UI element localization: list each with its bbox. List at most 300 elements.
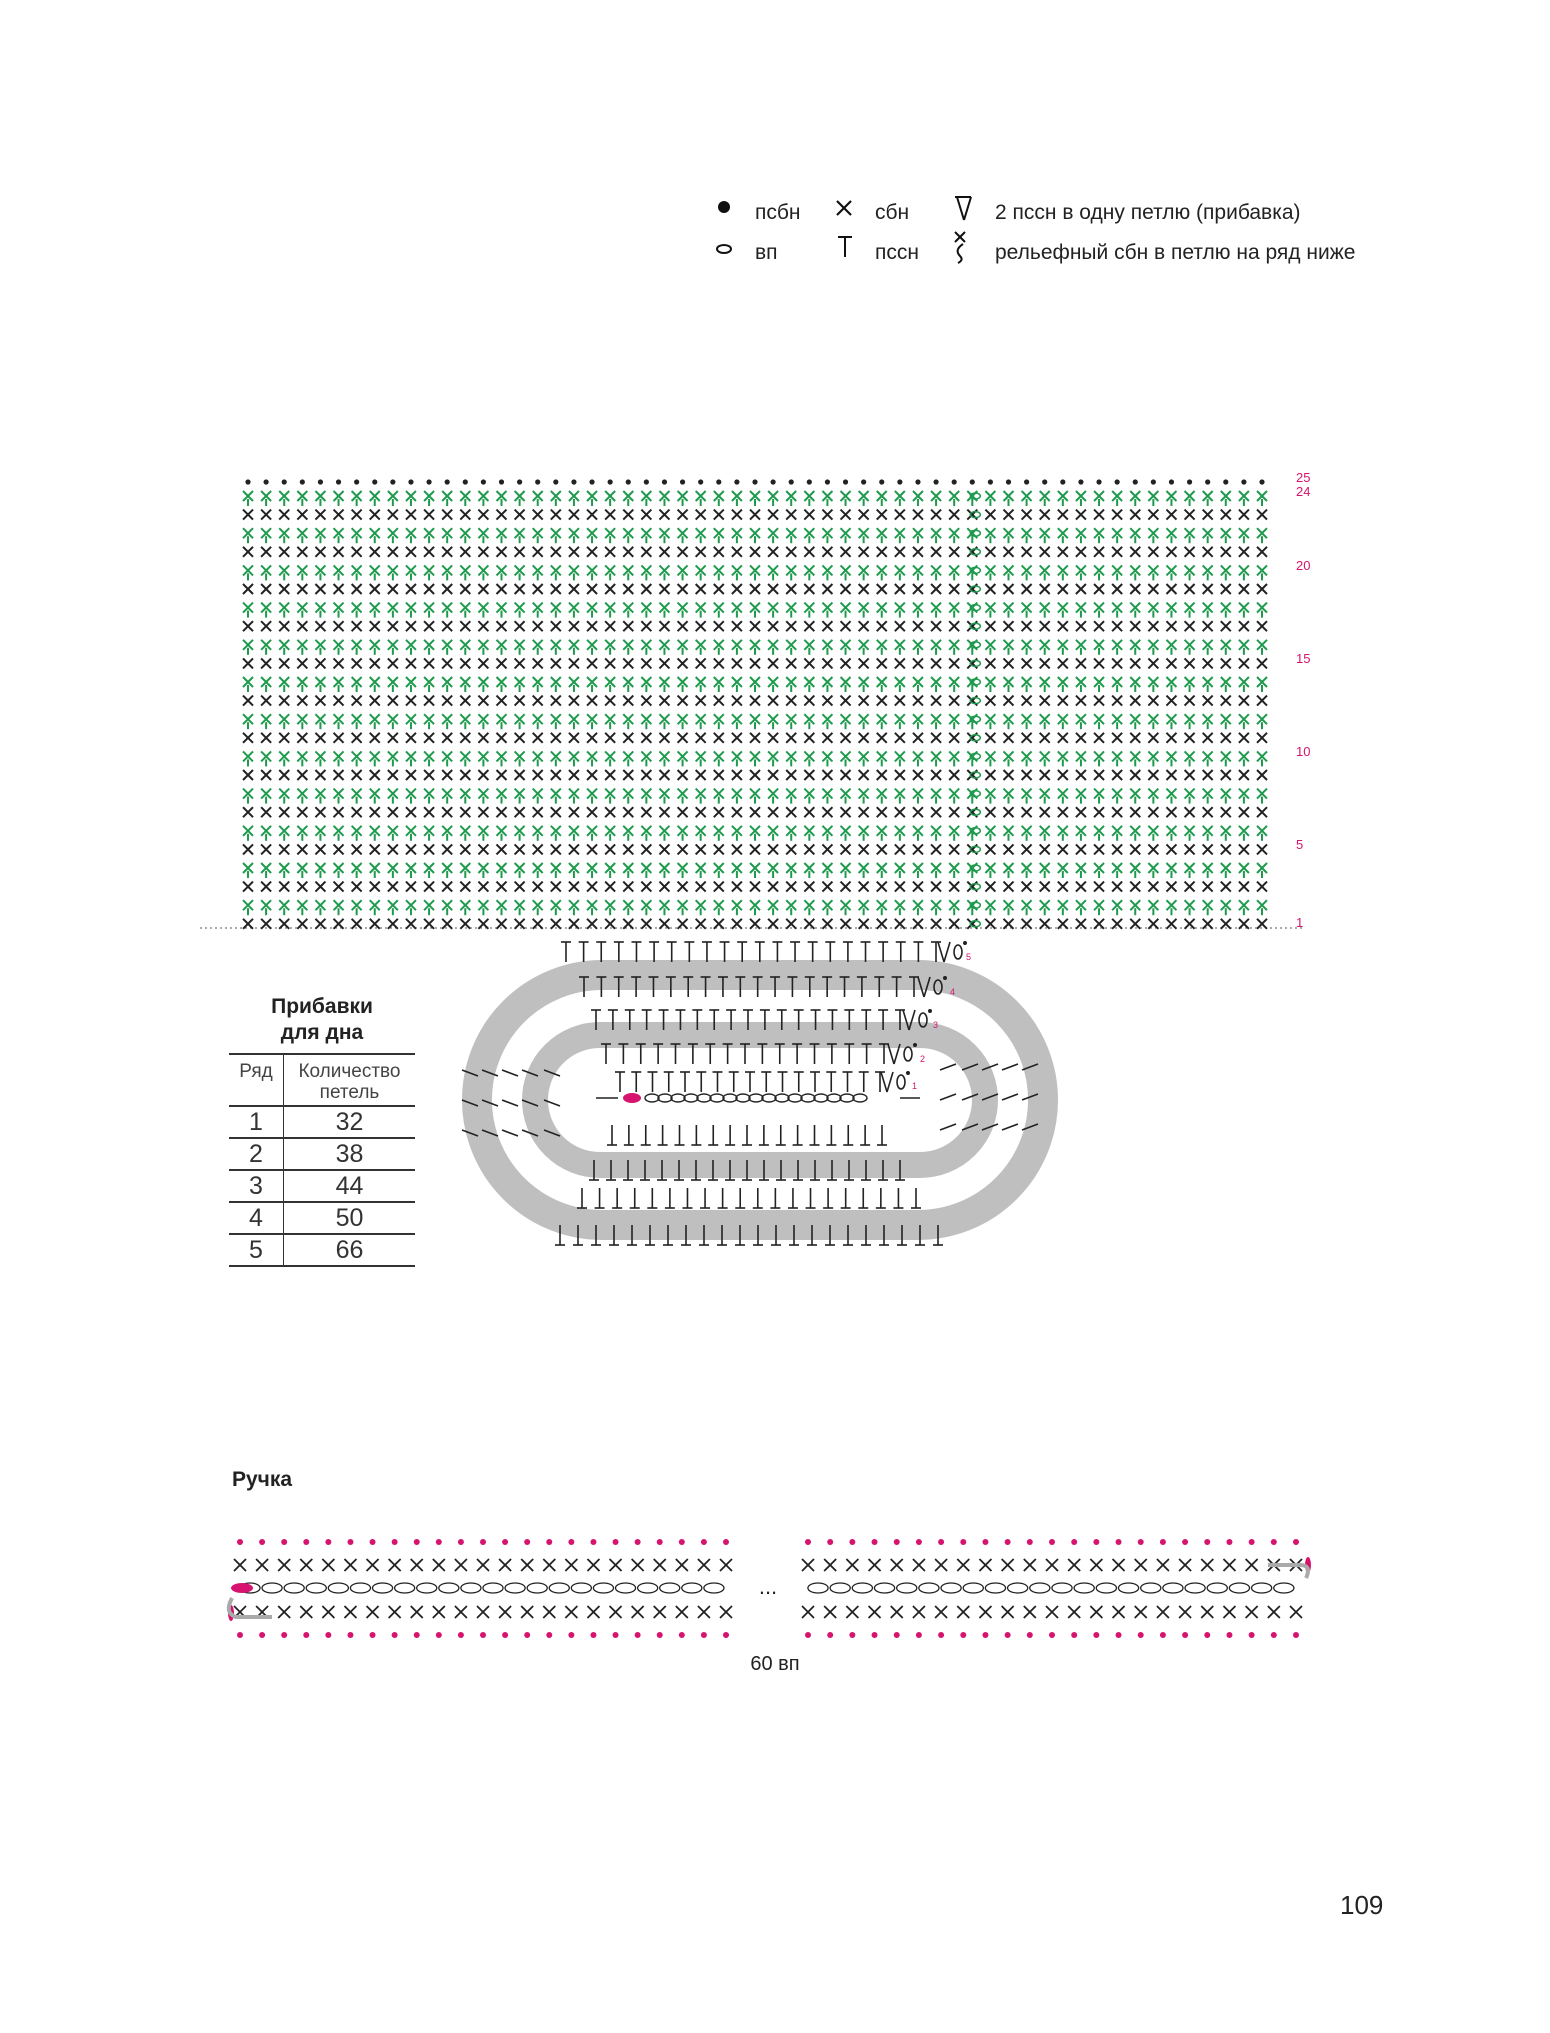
- front-post-sc-mark: [768, 900, 778, 915]
- slip-stitch-mark: [679, 1632, 685, 1638]
- sc-mark: [515, 584, 525, 594]
- sc-mark: [841, 696, 851, 706]
- front-post-sc-mark: [659, 751, 669, 766]
- handle-chart: [0, 1520, 1550, 1640]
- sc-mark: [659, 547, 669, 557]
- sc-mark: [768, 621, 778, 631]
- sc-mark: [460, 658, 470, 668]
- sc-mark: [931, 919, 941, 929]
- sc-mark: [515, 733, 525, 743]
- slip-stitch-mark: [613, 1539, 619, 1545]
- chain-mark: [985, 1583, 1005, 1593]
- sc-mark: [1058, 770, 1068, 780]
- front-post-sc-mark: [442, 640, 452, 655]
- front-post-sc-mark: [1166, 565, 1176, 580]
- sc-mark: [1203, 770, 1213, 780]
- hdc-mark: [641, 1125, 651, 1145]
- front-post-sc-mark: [533, 789, 543, 804]
- front-post-sc-mark: [913, 677, 923, 692]
- front-post-sc-mark: [931, 789, 941, 804]
- front-post-sc-mark: [623, 863, 633, 878]
- front-post-sc-mark: [388, 863, 398, 878]
- hdc-mark: [691, 1125, 701, 1145]
- sc-mark: [623, 919, 633, 929]
- front-post-sc-mark: [279, 640, 289, 655]
- sc-mark: [979, 1559, 991, 1571]
- sc-mark: [841, 658, 851, 668]
- slip-stitch-mark: [827, 1539, 833, 1545]
- sc-mark: [533, 770, 543, 780]
- front-post-sc-mark: [1004, 863, 1014, 878]
- sc-mark: [841, 584, 851, 594]
- front-post-sc-mark: [1130, 863, 1140, 878]
- front-post-sc-mark: [931, 863, 941, 878]
- sc-mark: [352, 658, 362, 668]
- sc-mark: [334, 807, 344, 817]
- sc-mark: [877, 844, 887, 854]
- hdc-mark: [826, 1072, 836, 1092]
- front-post-sc-mark: [1040, 565, 1050, 580]
- sc-mark: [1148, 696, 1158, 706]
- front-post-sc-mark: [841, 714, 851, 729]
- front-post-sc-mark: [877, 863, 887, 878]
- hdc-mark: [607, 1125, 617, 1145]
- sc-mark: [698, 1606, 710, 1618]
- front-post-sc-mark: [931, 826, 941, 841]
- front-post-sc-mark: [913, 640, 923, 655]
- front-post-sc-mark: [478, 677, 488, 692]
- front-post-sc-mark: [1239, 603, 1249, 618]
- sc-mark: [1130, 510, 1140, 520]
- sc-mark: [1166, 510, 1176, 520]
- sc-mark: [931, 547, 941, 557]
- front-post-sc-mark: [768, 565, 778, 580]
- sc-mark: [1130, 547, 1140, 557]
- sc-mark: [261, 770, 271, 780]
- chain-mark: [284, 1583, 304, 1593]
- sc-mark: [1112, 770, 1122, 780]
- hdc-mark: [755, 942, 765, 962]
- sc-mark: [297, 919, 307, 929]
- slip-stitch-mark: [414, 1539, 420, 1545]
- sc-mark: [1268, 1606, 1280, 1618]
- sc-mark: [243, 882, 253, 892]
- sc-mark: [297, 770, 307, 780]
- slip-stitch-mark: [1182, 1539, 1188, 1545]
- hdc-increase-icon: [955, 197, 971, 220]
- front-post-sc-mark: [243, 714, 253, 729]
- front-post-sc-mark: [623, 900, 633, 915]
- front-post-sc-mark: [1166, 640, 1176, 655]
- sc-mark: [768, 882, 778, 892]
- increase-table-cell-count: 32: [284, 1106, 416, 1138]
- sc-mark: [1148, 882, 1158, 892]
- slip-stitch-mark: [716, 479, 721, 484]
- slip-stitch-mark: [723, 1539, 729, 1545]
- slip-stitch-mark: [458, 1539, 464, 1545]
- sc-mark: [478, 882, 488, 892]
- sc-mark: [1166, 658, 1176, 668]
- front-post-sc-mark: [696, 863, 706, 878]
- sc-mark: [913, 844, 923, 854]
- sc-mark: [931, 807, 941, 817]
- sc-mark: [1024, 1606, 1036, 1618]
- sc-mark: [565, 1559, 577, 1571]
- slip-stitch-mark: [805, 1632, 811, 1638]
- single-crochet-icon: [837, 201, 851, 215]
- sc-mark: [1094, 510, 1104, 520]
- sc-mark: [949, 696, 959, 706]
- sc-mark: [497, 696, 507, 706]
- front-post-sc-mark: [587, 751, 597, 766]
- slip-stitch-mark: [1182, 1632, 1188, 1638]
- front-post-sc-mark: [315, 789, 325, 804]
- front-post-sc-mark: [1166, 900, 1176, 915]
- sc-mark: [1166, 547, 1176, 557]
- slip-stitch-mark: [1093, 1539, 1099, 1545]
- sc-mark: [565, 1606, 577, 1618]
- front-post-sc-mark: [985, 677, 995, 692]
- sc-mark: [750, 547, 760, 557]
- sc-mark: [678, 621, 688, 631]
- front-post-sc-mark: [768, 789, 778, 804]
- sc-mark: [551, 658, 561, 668]
- front-post-sc-mark: [551, 900, 561, 915]
- increase-table-cell-count: 38: [284, 1138, 416, 1170]
- sc-mark: [678, 882, 688, 892]
- sc-mark: [877, 882, 887, 892]
- slip-stitch-mark: [644, 479, 649, 484]
- sc-mark: [1040, 882, 1050, 892]
- front-post-sc-mark: [605, 789, 615, 804]
- sc-mark: [1040, 696, 1050, 706]
- front-post-sc-mark: [1130, 603, 1140, 618]
- front-post-sc-mark: [659, 677, 669, 692]
- sc-mark: [279, 658, 289, 668]
- sc-mark: [913, 919, 923, 929]
- front-post-sc-mark: [478, 491, 488, 506]
- sc-mark: [1239, 919, 1249, 929]
- sc-mark: [841, 919, 851, 929]
- sc-mark: [551, 621, 561, 631]
- front-post-sc-mark: [587, 603, 597, 618]
- front-post-sc-mark: [786, 789, 796, 804]
- front-post-sc-mark: [1022, 640, 1032, 655]
- slip-stitch-mark: [915, 479, 920, 484]
- hdc-mark: [696, 1072, 706, 1092]
- front-post-sc-mark: [1058, 528, 1068, 543]
- front-post-sc-mark: [315, 900, 325, 915]
- sc-mark: [389, 1606, 401, 1618]
- slip-stitch-mark: [960, 1632, 966, 1638]
- slip-stitch-mark: [657, 1632, 663, 1638]
- sc-mark: [750, 658, 760, 668]
- front-post-sc-mark: [841, 640, 851, 655]
- front-post-sc-mark: [750, 677, 760, 692]
- slip-stitch-mark: [771, 479, 776, 484]
- sc-mark: [877, 807, 887, 817]
- sc-mark: [1076, 733, 1086, 743]
- front-post-sc-mark: [678, 826, 688, 841]
- front-post-sc-mark: [352, 640, 362, 655]
- sc-mark: [678, 919, 688, 929]
- front-post-sc-mark: [1148, 565, 1158, 580]
- sc-mark: [714, 919, 724, 929]
- sc-mark: [370, 547, 380, 557]
- front-post-sc-mark: [985, 714, 995, 729]
- slip-stitch-mark: [1293, 1632, 1299, 1638]
- front-post-sc-mark: [460, 751, 470, 766]
- slip-stitch-mark: [553, 479, 558, 484]
- slip-stitch-mark: [894, 1539, 900, 1545]
- hdc-mark: [823, 1188, 833, 1208]
- front-post-sc-mark: [297, 640, 307, 655]
- sc-mark: [802, 1606, 814, 1618]
- hdc-mark: [810, 1125, 820, 1145]
- slip-stitch-mark: [1160, 1539, 1166, 1545]
- front-post-sc-mark: [895, 863, 905, 878]
- sc-mark: [1022, 882, 1032, 892]
- front-post-sc-mark: [243, 528, 253, 543]
- sc-mark: [1221, 696, 1231, 706]
- front-post-sc-mark: [1221, 528, 1231, 543]
- front-post-sc-mark: [1148, 751, 1158, 766]
- sc-mark: [243, 547, 253, 557]
- front-post-sc-mark: [1004, 900, 1014, 915]
- sc-mark: [460, 919, 470, 929]
- sc-mark: [1130, 770, 1140, 780]
- front-post-sc-mark: [315, 677, 325, 692]
- front-post-sc-mark: [895, 603, 905, 618]
- sc-mark: [895, 658, 905, 668]
- sc-mark: [1040, 807, 1050, 817]
- hdc-mark: [735, 1188, 745, 1208]
- front-post-sc-mark: [804, 714, 814, 729]
- front-post-sc-mark: [1094, 826, 1104, 841]
- front-post-sc-mark: [714, 900, 724, 915]
- sc-mark: [515, 547, 525, 557]
- sc-mark: [1221, 844, 1231, 854]
- front-post-sc-mark: [352, 900, 362, 915]
- sc-mark: [1166, 770, 1176, 780]
- front-post-sc-mark: [1257, 900, 1267, 915]
- sc-mark: [1185, 844, 1195, 854]
- chain-mark: [417, 1583, 437, 1593]
- sc-mark: [1094, 696, 1104, 706]
- front-post-sc-mark: [786, 491, 796, 506]
- front-post-sc-mark: [1004, 826, 1014, 841]
- sc-mark: [1185, 547, 1195, 557]
- front-post-sc-mark: [1112, 863, 1122, 878]
- sc-mark: [1201, 1559, 1213, 1571]
- sc-mark: [1135, 1559, 1147, 1571]
- front-post-sc-mark: [460, 826, 470, 841]
- front-post-sc-mark: [261, 714, 271, 729]
- sc-mark: [587, 547, 597, 557]
- front-post-sc-mark: [1257, 603, 1267, 618]
- front-post-sc-mark: [1239, 677, 1249, 692]
- sc-mark: [750, 510, 760, 520]
- sc-mark: [297, 696, 307, 706]
- front-post-sc-mark: [605, 491, 615, 506]
- front-post-sc-mark: [406, 640, 416, 655]
- sc-mark: [913, 510, 923, 520]
- sc-mark: [1112, 621, 1122, 631]
- front-post-sc-mark: [1257, 714, 1267, 729]
- slip-stitch-mark: [426, 479, 431, 484]
- sc-mark: [1040, 733, 1050, 743]
- sc-mark: [587, 658, 597, 668]
- sc-mark: [985, 510, 995, 520]
- front-post-sc-mark: [714, 789, 724, 804]
- sc-mark: [352, 621, 362, 631]
- front-post-sc-mark: [822, 900, 832, 915]
- sc-mark: [957, 1606, 969, 1618]
- front-post-sc-mark: [1185, 491, 1195, 506]
- front-post-sc-mark: [750, 900, 760, 915]
- front-post-sc-mark: [551, 640, 561, 655]
- chain-mark: [682, 1583, 702, 1593]
- chain-mark: [350, 1583, 370, 1593]
- front-post-sc-mark: [949, 751, 959, 766]
- sc-mark: [913, 733, 923, 743]
- sc-mark: [460, 770, 470, 780]
- sc-mark: [370, 696, 380, 706]
- front-post-sc-mark: [931, 714, 941, 729]
- sc-mark: [935, 1606, 947, 1618]
- sc-mark: [442, 919, 452, 929]
- front-post-sc-mark: [406, 491, 416, 506]
- front-post-sc-mark: [605, 640, 615, 655]
- chain-mark: [919, 1583, 939, 1593]
- chain-mark: [328, 1583, 348, 1593]
- sc-mark: [1148, 621, 1158, 631]
- front-post-sc-mark: [641, 528, 651, 543]
- front-post-sc-mark: [696, 565, 706, 580]
- sc-mark: [1058, 919, 1068, 929]
- sc-mark: [261, 807, 271, 817]
- hdc-mark: [742, 1125, 752, 1145]
- sc-mark: [605, 882, 615, 892]
- front-post-sc-mark: [1257, 863, 1267, 878]
- sc-mark: [1148, 584, 1158, 594]
- sc-mark: [786, 807, 796, 817]
- front-post-sc-mark: [1257, 640, 1267, 655]
- sc-mark: [768, 919, 778, 929]
- sc-mark: [261, 658, 271, 668]
- sc-mark: [985, 696, 995, 706]
- front-post-sc-mark: [931, 491, 941, 506]
- front-post-sc-mark: [478, 565, 488, 580]
- front-post-sc-mark: [605, 714, 615, 729]
- slip-stitch-mark: [1226, 1539, 1232, 1545]
- hdc-mark: [720, 942, 730, 962]
- sc-mark: [1257, 882, 1267, 892]
- sc-mark: [1004, 919, 1014, 929]
- hdc-mark: [579, 942, 589, 962]
- front-post-sc-mark: [406, 751, 416, 766]
- sc-mark: [659, 770, 669, 780]
- front-post-sc-mark: [388, 603, 398, 618]
- front-post-sc-mark: [641, 863, 651, 878]
- sc-mark: [714, 547, 724, 557]
- sc-mark: [714, 807, 724, 817]
- sc-mark: [1221, 882, 1231, 892]
- sc-mark: [243, 658, 253, 668]
- front-post-sc-mark: [696, 789, 706, 804]
- front-post-sc-mark: [1076, 751, 1086, 766]
- increase-table-cell-row: 5: [229, 1234, 284, 1266]
- sc-mark: [352, 733, 362, 743]
- slip-stitch-mark: [408, 479, 413, 484]
- sc-mark: [442, 510, 452, 520]
- sc-mark: [750, 882, 760, 892]
- sc-mark: [315, 770, 325, 780]
- front-post-sc-mark: [1148, 789, 1158, 804]
- front-post-sc-mark: [985, 565, 995, 580]
- front-post-sc-mark: [732, 565, 742, 580]
- sc-mark: [1185, 584, 1195, 594]
- sc-mark: [442, 621, 452, 631]
- front-post-sc-mark: [569, 714, 579, 729]
- increase-table-row: [229, 1234, 415, 1266]
- hdc-mark: [876, 1188, 886, 1208]
- front-post-sc-mark: [497, 677, 507, 692]
- sc-mark: [714, 770, 724, 780]
- front-post-sc-mark: [895, 565, 905, 580]
- hdc-mark: [794, 1072, 804, 1092]
- slip-stitch-mark: [1027, 1632, 1033, 1638]
- front-post-sc-mark: [1058, 789, 1068, 804]
- front-post-sc-mark: [1185, 603, 1195, 618]
- front-post-sc-mark: [659, 565, 669, 580]
- sc-mark: [696, 510, 706, 520]
- front-post-sc-mark: [931, 677, 941, 692]
- hdc-mark: [675, 1125, 685, 1145]
- sc-mark: [1046, 1559, 1058, 1571]
- front-post-sc-mark: [623, 826, 633, 841]
- slip-stitch-mark: [1116, 1539, 1122, 1545]
- sc-mark: [334, 584, 344, 594]
- sc-mark: [1076, 807, 1086, 817]
- front-post-sc-mark: [623, 714, 633, 729]
- front-post-sc-mark: [1022, 491, 1032, 506]
- sc-mark: [659, 807, 669, 817]
- front-post-sc-mark: [1166, 751, 1176, 766]
- slip-stitch-mark: [281, 1632, 287, 1638]
- front-post-sc-mark: [1058, 640, 1068, 655]
- front-post-sc-mark: [696, 714, 706, 729]
- sc-mark: [424, 696, 434, 706]
- front-post-sc-mark: [515, 714, 525, 729]
- front-post-sc-mark: [334, 863, 344, 878]
- front-post-sc-mark: [913, 528, 923, 543]
- front-post-sc-mark: [678, 677, 688, 692]
- slip-stitch-mark: [701, 1632, 707, 1638]
- sc-mark: [659, 844, 669, 854]
- sc-mark: [455, 1559, 467, 1571]
- sc-mark: [824, 1606, 836, 1618]
- sc-mark: [786, 621, 796, 631]
- sc-mark: [1135, 1606, 1147, 1618]
- sc-mark: [1185, 919, 1195, 929]
- hdc-mark: [612, 1188, 622, 1208]
- hdc-mark: [893, 1188, 903, 1208]
- sc-mark: [1185, 510, 1195, 520]
- sc-mark: [732, 882, 742, 892]
- sc-mark: [696, 621, 706, 631]
- sc-mark: [605, 770, 615, 780]
